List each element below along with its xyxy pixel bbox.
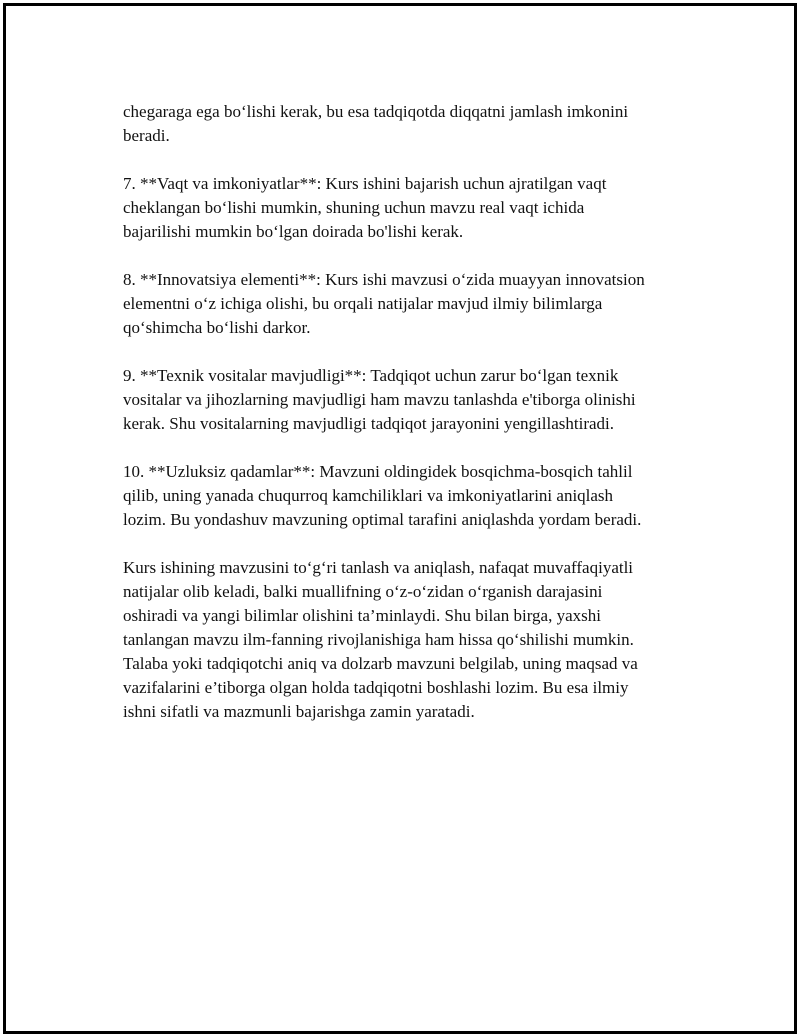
paragraph-item-9-technical-means: 9. **Texnik vositalar mavjudligi**: Tadqiqot uchun zarur bo‘lgan texnik vositalar va jihozlarning mavjudligi ham mavzu tanlashda e'tiborga olinishi kerak. Shu vositalarning mavjudligi tadqiqot jarayonini yengillashtiradi. xyxy=(123,366,636,433)
paragraph-continuation: chegaraga ega bo‘lishi kerak, bu esa tadqiqotda diqqatni jamlash imkonini beradi. xyxy=(123,102,629,145)
page-border xyxy=(3,3,797,1034)
paragraph-conclusion: Kurs ishining mavzusini to‘g‘ri tanlash va aniqlash, nafaqat muvaffaqiyatli natijalar olib keladi, balki muallifning o‘z-o‘zidan o‘rganish darajasini oshiradi va yangi bilimlar olishini ta’minlaydi. Shu bilan birga, yaxshi tanlangan mavzu ilm-fanning rivojlanishiga ham hissa qo‘shilishi mumkin. Talaba yoki tadqiqotchi aniq va dolzarb mavzuni belgilab, uning maqsad va vazifalarini e’tiborga olgan holda tadqiqotni boshlashi lozim. Bu esa ilmiy ishni sifatli va mazmunli bajarishga zamin yaratadi. xyxy=(123,558,638,721)
page-content xyxy=(123,100,703,724)
paragraph-item-10-continuous-steps: 10. **Uzluksiz qadamlar**: Mavzuni oldingidek bosqichma-bosqich tahlil qilib, uning yanada chuqurroq kamchiliklari va imkoniyatlarini aniqlash lozim. Bu yondashuv mavzuning optimal tarafini aniqlashda yordam beradi. xyxy=(123,462,642,529)
paragraph-item-7-time-and-resources: 7. **Vaqt va imkoniyatlar**: Kurs ishini bajarish uchun ajratilgan vaqt cheklangan bo‘lishi mumkin, shuning uchun mavzu real vaqt ichida bajarilishi mumkin bo‘lgan doirada bo'lishi kerak. xyxy=(123,174,607,241)
paragraph-item-8-innovation: 8. **Innovatsiya elementi**: Kurs ishi mavzusi o‘zida muayyan innovatsion elementni o‘z ichiga olishi, bu orqali natijalar mavjud ilmiy bilimlarga qo‘shimcha bo‘lishi darkor. xyxy=(123,270,645,337)
